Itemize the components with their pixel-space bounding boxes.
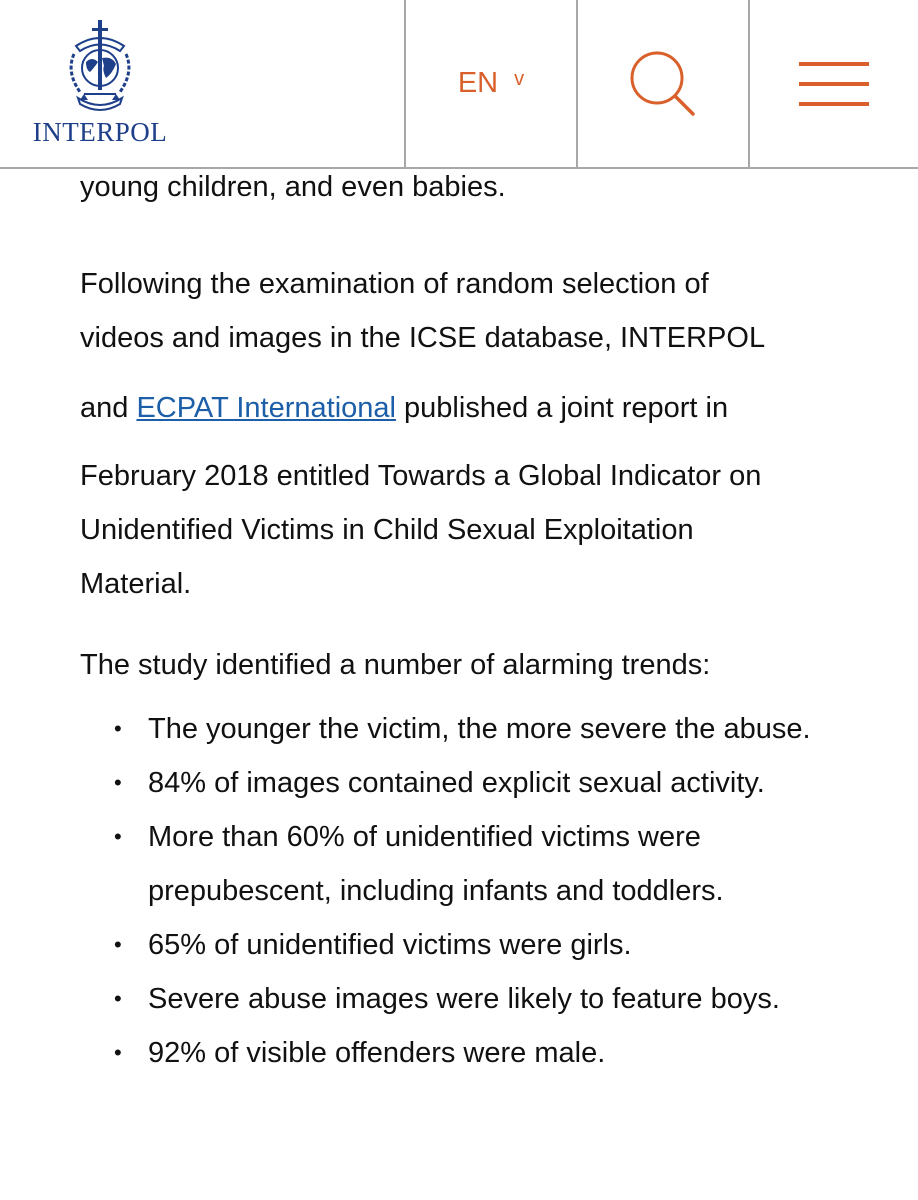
list-item (80, 972, 870, 1026)
list-item (80, 756, 870, 810)
language-label: EN (457, 67, 499, 99)
site-header (0, 0, 918, 169)
menu-button[interactable] (748, 0, 918, 167)
trend-text: The younger the victim, the more severe the abuse. (148, 713, 811, 745)
trend-text: Severe abuse images were likely to feature boys. (148, 983, 780, 1015)
chevron-down-icon: v (514, 68, 525, 90)
bullet-icon: • (114, 770, 122, 795)
list-item (80, 918, 870, 972)
trend-text: 92% of visible offenders were male. (148, 1037, 606, 1069)
trend-text: 84% of images contained explicit sexual activity. (148, 767, 765, 799)
trend-text: More than 60% of unidentified victims were prepubescent, including infants and toddlers. (148, 821, 724, 907)
search-button[interactable] (576, 0, 748, 167)
report-line-3-post: published a joint report in (395, 392, 729, 424)
language-selector[interactable] (404, 0, 576, 167)
trends-list (80, 702, 870, 1080)
report-line-5: Unidentified Victims in Child Sexual Exploitation (80, 514, 694, 546)
report-line-2: videos and images in the ICSE database, INTERPOL (80, 322, 766, 354)
logo-wordmark: INTERPOL (32, 117, 168, 147)
ecpat-international-link[interactable]: ECPAT International (136, 392, 396, 424)
bullet-icon: • (114, 986, 122, 1011)
report-line-6: Material. (80, 568, 192, 600)
bullet-icon: • (114, 824, 122, 849)
list-item (80, 1026, 870, 1080)
report-line-3 (80, 381, 870, 435)
report-line-4: February 2018 entitled Towards a Global Indicator on (80, 460, 762, 492)
search-icon (627, 51, 699, 117)
paragraph-report (80, 257, 870, 611)
report-line-3-pre: and (80, 392, 137, 424)
bullet-icon: • (114, 1040, 122, 1065)
interpol-emblem-icon (62, 20, 138, 112)
bullet-icon: • (114, 932, 122, 957)
list-item (80, 810, 870, 918)
interpol-logo[interactable] (30, 20, 170, 150)
article-body (80, 160, 870, 1080)
list-item (80, 702, 870, 756)
bullet-icon: • (114, 716, 122, 741)
hamburger-menu-icon (799, 62, 869, 106)
trend-text: 65% of unidentified victims were girls. (148, 929, 632, 961)
paragraph-intro-tail: young children, and even babies. (80, 171, 506, 203)
report-line-1: Following the examination of random selection of (80, 268, 709, 300)
trends-intro: The study identified a number of alarming trends: (80, 649, 711, 681)
